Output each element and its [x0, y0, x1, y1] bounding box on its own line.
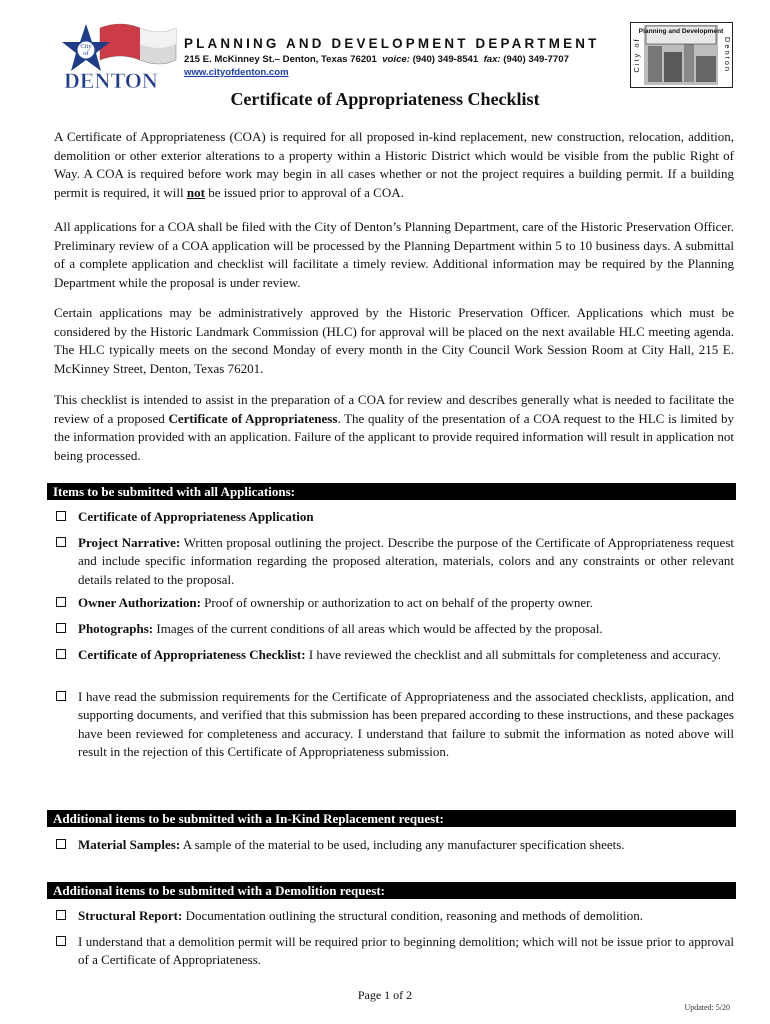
- city-of-denton-logo: [60, 20, 178, 92]
- voice-label: voice:: [382, 54, 410, 65]
- section-heading-inkind: Additional items to be submitted with a In-Kind Replacement request:: [47, 810, 736, 827]
- intro-paragraph-1: A Certificate of Appropriateness (COA) is required for all proposed in-kind replacement, new construction, relocation, addition, demolition or other exterior alterations to a property within a Historic District which would be visible from the public Right of Way. A COA is required before work may begin in all cases whether or not the project requires a building permit. If a building permit is required, it will not be issued prior to approval of a COA.: [54, 129, 734, 200]
- checklist-item: Structural Report: Documentation outlining the structural condition, reasoning and methods of demolition.: [56, 907, 734, 925]
- checklist-item: Material Samples: A sample of the material to be used, including any manufacturer specification sheets.: [56, 836, 734, 854]
- planning-badge: [630, 22, 733, 88]
- updated-date: Updated: 5/20: [684, 1003, 730, 1012]
- checklist-item: I understand that a demolition permit will be required prior to beginning demolition; which will not be issue prior to approval of a Certificate of Appropriateness.: [56, 933, 734, 970]
- checklist-item: Certificate of Appropriateness Application: [56, 508, 734, 526]
- checklist-item: Owner Authorization: Proof of ownership or authorization to act on behalf of the property owner.: [56, 594, 734, 612]
- checklist-item: Certificate of Appropriateness Checklist: I have reviewed the checklist and all submittals for completeness and accuracy.: [56, 646, 734, 664]
- checkbox[interactable]: [56, 691, 66, 701]
- badge-right-text: Denton: [723, 36, 732, 74]
- page-number: Page 1 of 2: [357, 988, 413, 1002]
- checklist-item: Project Narrative: Written proposal outlining the project. Describe the purpose of the Certificate of Appropriateness request and include specific information regarding the proposed alteration, materials, colors and any constraints or other relevant details related to the proposal.: [56, 534, 734, 589]
- badge-title: Planning and Development: [638, 28, 724, 35]
- checkbox[interactable]: [56, 623, 66, 633]
- voice-number: (940) 349-8541: [412, 54, 479, 65]
- intro-paragraph-3: Certain applications may be administratively approved by the Historic Preservation Officer. Applications which must be considered by the Historic Landmark Commission (HLC) for approval will be placed on the next available HLC meeting agenda. The HLC typically meets on the second Monday of every month in the City Council Work Session Room at City Hall, 215 E. McKinney Street, Denton, Texas 76201.: [54, 305, 734, 376]
- checkbox[interactable]: [56, 936, 66, 946]
- department-title: PLANNING AND DEVELOPMENT DEPARTMENT: [184, 36, 600, 51]
- checkbox[interactable]: [56, 511, 66, 521]
- address-text: 215 E. McKinney St.– Denton, Texas 76201: [184, 54, 377, 65]
- not-emphasis: not: [186, 184, 205, 200]
- checkbox[interactable]: [56, 649, 66, 659]
- logo-denton-text: DENTON: [64, 68, 158, 92]
- fax-number: (940) 349-7707: [503, 54, 569, 65]
- logo-of-text: of: [83, 50, 89, 57]
- section-heading-demolition: Additional items to be submitted with a Demolition request:: [47, 882, 736, 899]
- checkbox[interactable]: [56, 537, 66, 547]
- website-link[interactable]: www.cityofdenton.com: [184, 67, 289, 78]
- checklist-item: I have read the submission requirements for the Certificate of Appropriateness and the associated checklists, application, and supporting documents, and verified that this submission has been prepared according to these instructions, and these packages have been reviewed for completeness and accuracy. I understand that failure to submit the information as noted above will result in the rejection of this Certificate of Appropriateness submission.: [56, 688, 734, 761]
- checkbox[interactable]: [56, 910, 66, 920]
- intro-paragraph-2: All applications for a COA shall be filed with the City of Denton’s Planning Department, care of the Historic Preservation Officer. Preliminary review of a COA application will be processed by the Planning Department within 5 to 10 business days. A submittal of a complete application and checklist will facilitate a timely review. Additional information may be required by the Planning Department while the proposal is under review.: [54, 219, 734, 290]
- page-title: Certificate of Appropriateness Checklist: [230, 89, 540, 109]
- badge-left-text: City of: [632, 37, 641, 73]
- intro-paragraph-4: This checklist is intended to assist in the preparation of a COA for review and describes generally what is needed to facilitate the review of a proposed Certificate of Appropriateness. The quality of the presentation of a COA request to the HLC is limited by the information provided with an application. Failure of the applicant to provide required information will result in application not being processed.: [54, 392, 734, 463]
- checkbox[interactable]: [56, 839, 66, 849]
- checklist-item: Photographs: Images of the current conditions of all areas which would be affected by the proposal.: [56, 620, 734, 638]
- department-address: [184, 54, 569, 65]
- logo-city-text: City: [80, 43, 92, 50]
- fax-label: fax:: [483, 54, 501, 65]
- section-heading-all: Items to be submitted with all Applications:: [47, 483, 736, 500]
- checkbox[interactable]: [56, 597, 66, 607]
